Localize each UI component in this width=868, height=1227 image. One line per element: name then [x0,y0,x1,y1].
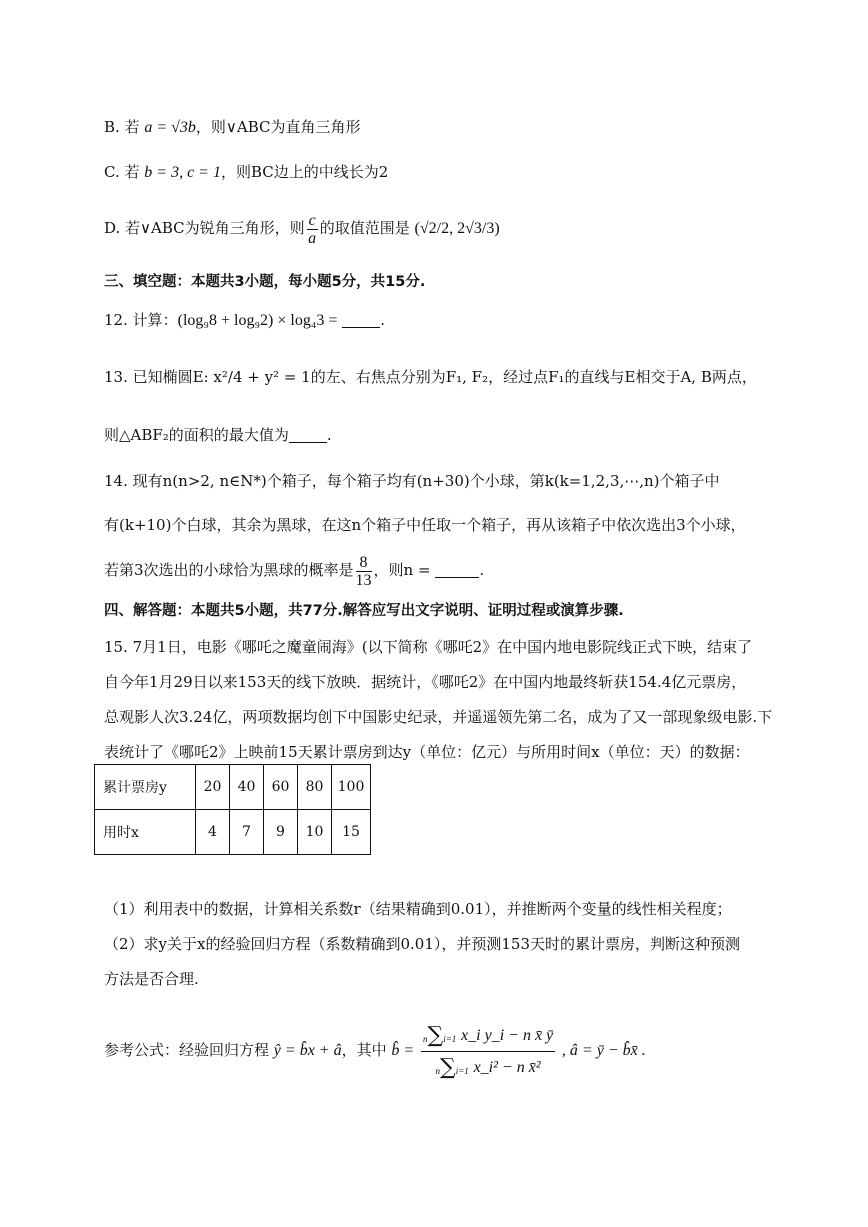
table-cell: 100 [332,765,371,810]
question-text: 则△ABF₂的面积的最大值为 [104,426,289,444]
reference-text: ，其中 [341,1041,387,1059]
question-14-line-2 [104,514,746,536]
table-row [95,810,371,855]
sigma-icon: n∑i=1 [435,1054,469,1080]
fraction-numerator: 8 [356,554,372,572]
option-d-label: D. 若∨ABC为锐角三角形，则 [104,219,305,237]
option-d-fraction [307,212,318,247]
option-c-condition: b = 3, c = 1 [144,164,221,181]
slope-label: b̂ = [391,1042,415,1059]
question-13-line-2: 则△ABF₂的面积的最大值为 . [104,426,332,444]
regression-equation: ŷ = b̂x + â [273,1042,342,1059]
option-b-text: ，则∨ABC为直角三角形 [195,118,361,136]
table-row-label: 累计票房y [95,765,196,810]
slope-fraction [421,1020,555,1083]
question-15-para-1: 15. 7月1日，电影《哪吒之魔童闹海》(以下简称《哪吒2》在中国内地电影院线正式下映，结束了 [104,638,753,656]
question-number: 14. [104,472,128,490]
table-cell: 40 [230,765,264,810]
option-c-text: ，则BC边上的中线长为2 [220,163,389,181]
numerator-expression: x_i y_i − n x̄ ȳ [461,1026,554,1044]
question-15-sub-2b: 方法是否合理. [104,970,199,988]
question-15-sub-2a: （2）求y关于x的经验回归方程（系数精确到0.01），并预测153天时的累计票房，判断这种预测 [104,935,741,953]
table-row [95,765,371,810]
question-15-para-2: 自今年1月29日以来153天的线下放映．据统计，《哪吒2》在中国内地最终斩获154.4亿元票房， [104,673,747,691]
section-3-heading: 三、填空题：本题共3小题，每小题5分，共15分. [104,274,426,290]
table-cell: 60 [264,765,298,810]
option-b-condition: a = √3b [144,119,196,136]
intercept-formula: , â = ȳ − b̂x̄ . [561,1042,646,1059]
slope-numerator [421,1020,555,1052]
question-14-line-1 [104,470,720,492]
option-c [104,161,388,184]
table-cell: 80 [298,765,332,810]
table-cell: 10 [298,810,332,855]
section-4-heading: 四、解答题：本题共5小题，共77分.解答应写出文字说明、证明过程或演算步骤. [104,603,624,619]
table-cell: 20 [196,765,230,810]
answer-blank [342,312,380,328]
question-14-line-3: 若第3次选出的小球恰为黑球的概率是 $\frac{8}{13}$ ，则n = . [104,553,485,589]
option-b-label: B. 若 [104,118,140,136]
slope-denominator [421,1052,555,1083]
option-d-range: (√2/2, 2√3/3) [414,220,500,237]
question-number: 13. [104,368,128,386]
question-text: 现有n(n>2, n∈N*)个箱子，每个箱子均有(n+30)个小球，第k(k=1,2,3,⋯,n)个箱子中 [132,472,720,490]
question-15-para-4: 表统计了《哪吒2》上映前15天累计票房到达y（单位：亿元）与所用时间x（单位：天）的数据： [104,743,750,761]
question-text: 计算： [132,311,178,329]
option-d-text: 的取值范围是 [319,219,410,237]
table-row-label: 用时x [95,810,196,855]
table-cell: 9 [264,810,298,855]
option-c-label: C. 若 [104,163,140,181]
fraction-denominator: a [308,229,317,247]
option-b [104,116,361,139]
answer-blank [435,562,479,578]
option-d [104,206,500,251]
question-text: 若第3次选出的小球恰为黑球的概率是 [104,561,354,579]
question-number: 12. [104,311,128,329]
reference-label: 参考公式：经验回归方程 [104,1041,270,1059]
question-13-line-1 [104,366,757,388]
box-office-table [94,764,371,855]
question-12-expression: (log₉8 + log₉2) × log₄3 = [177,312,338,329]
sigma-icon: n∑i=1 [422,1022,457,1048]
answer-blank [289,427,327,443]
fraction-numerator: c [308,211,316,229]
question-15-para-3: 总观影人次3.24亿，两项数据均创下中国影史纪录，并遥遥领先第二名，成为了又一部现象级电影.下 [104,708,773,726]
table-cell: 4 [196,810,230,855]
table-cell: 7 [230,810,264,855]
denominator-expression: x_i² − n x̄² [473,1058,541,1076]
question-text: ，则n = [373,561,431,579]
fraction-denominator: 13 [355,571,372,589]
probability-fraction [356,554,372,589]
question-12: 12. 计算：(log₉8 + log₉2) × log₄3 = . [104,311,386,329]
question-text: 有(k+10)个白球，其余为黑球，在这n个箱子中任取一个箱子，再从该箱子中依次选出3个小球， [104,516,746,534]
table-cell: 15 [332,810,371,855]
question-text: 已知椭圆E: x²/4 + y² = 1的左、右焦点分别为F₁, F₂，经过点F₁的直线与E相交于A, B两点， [132,368,757,386]
reference-formula [104,1010,646,1091]
question-15-sub-1: （1）利用表中的数据，计算相关系数r（结果精确到0.01），并推断两个变量的线性相关程度； [104,900,732,918]
